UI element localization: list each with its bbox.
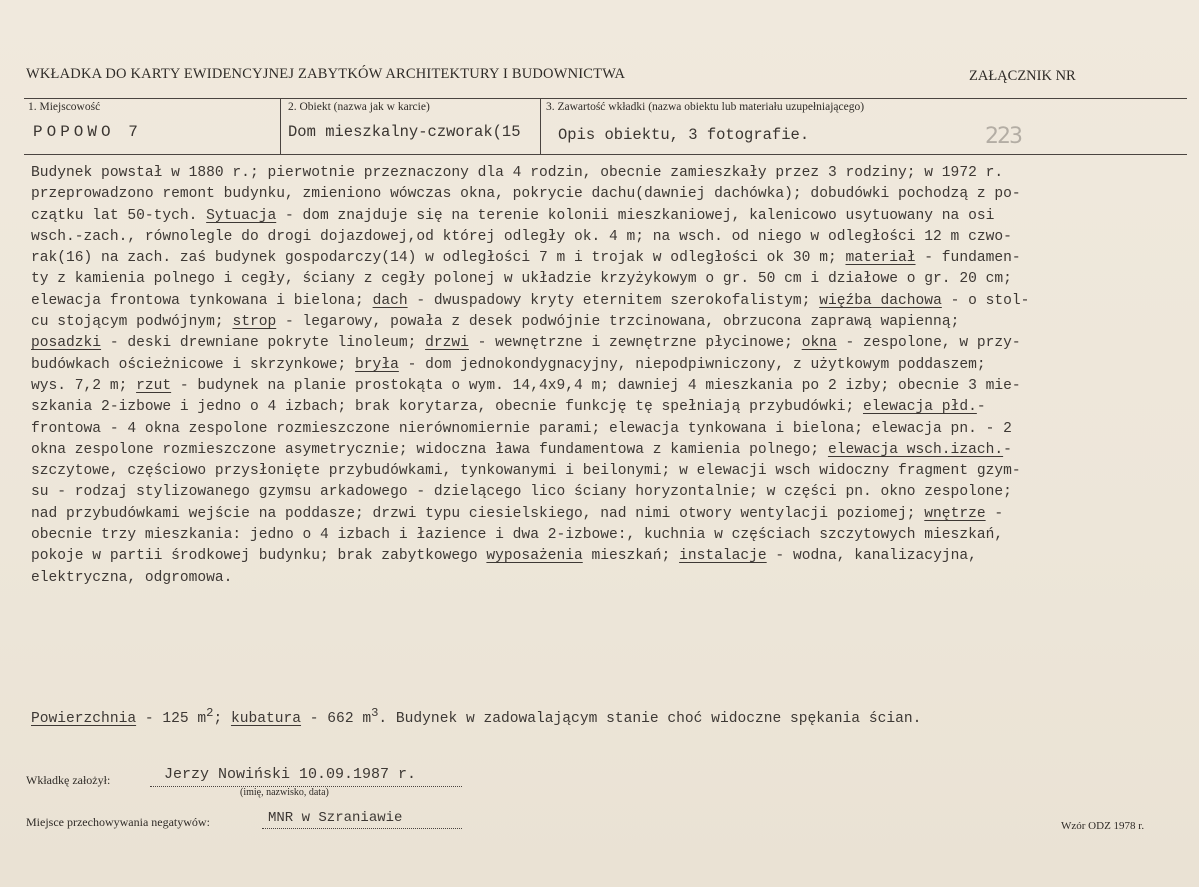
text-line: elewacja frontowa tynkowana i bielona; dach - dwuspadowy kryty eternitem szerokofalistym; więźba dachowa - o stol- [31, 292, 1030, 309]
text-line: frontowa - 4 okna zespolone rozmieszczone nierównomiernie parami; elewacja tynkowana i bielona; elewacja pn. - 2 [31, 420, 1012, 437]
field-2-label: 2. Obiekt (nazwa jak w karcie) [288, 101, 430, 113]
text-line: wsch.-zach., równolegle do drogi dojazdowej,od której odległy ok. 4 m; na wsch. od niego w odległości 12 m czwo- [31, 228, 1012, 245]
negatives-label: Miejsce przechowywania negatywów: [26, 815, 210, 829]
header-bottom-rule [24, 154, 1187, 155]
text-line: Budynek powstał w 1880 r.; pierwotnie przeznaczony dla 4 rodzin, obecnie zamieszkały przez 3 rodziny; w 1972 r. [31, 165, 1004, 181]
negatives-dotted-line [262, 828, 462, 829]
text-line: budówkach ościeżnicowe i skrzynkowe; bryła - dom jednokondygnacyjny, niepodpiwniczony, z użytkowym poddaszem; [31, 356, 986, 373]
text-line: szczytowe, częściowo przysłonięte przybudówkami, tynkowanymi i beilonymi; w elewacji wsch widoczny fragment gzym- [31, 463, 1021, 480]
text-line: pokoje w partii środkowej budynku; brak zabytkowego wyposażenia mieszkań; instalacje - wodna, kanalizacyjna, [31, 548, 977, 565]
form-template-id: Wzór ODZ 1978 r. [1061, 820, 1145, 832]
text-line: elektryczna, odgromowa. [31, 569, 233, 586]
field-2-value: Dom mieszkalny-czworak(15 [288, 123, 521, 141]
field-3-value: Opis obiektu, 3 fotografie. [558, 126, 810, 144]
annex-label: ZAŁĄCZNIK NR [969, 68, 1076, 84]
text-line: czątku lat 50-tych. Sytuacja - dom znajduje się na terenie kolonii mieszkaniowej, kalenicowo usytuowany na osi [31, 207, 995, 224]
header-top-rule [24, 98, 1187, 99]
founder-sublabel: (imię, nazwisko, data) [240, 787, 329, 798]
field-divider-2 [540, 98, 541, 154]
description-text [31, 163, 1193, 589]
text-line: posadzki - deski drewniane pokryte linoleum; drzwi - wewnętrzne i zewnętrzne płycinowe; okna - zespolone, w przy- [31, 335, 1021, 352]
founder-value: Jerzy Nowiński 10.09.1987 r. [164, 766, 417, 783]
field-3-label: 3. Zawartość wkładki (nazwa obiektu lub materiału uzupełniającego) [546, 101, 865, 113]
field-1-value: POPOWO 7 [33, 123, 142, 141]
text-line: ty z kamienia polnego i cegły, ściany z cegły polonej w układzie krzyżykowym o gr. 50 cm i działowe o gr. 20 cm; [31, 271, 1012, 288]
card-title: WKŁADKA DO KARTY EWIDENCYJNEJ ZABYTKÓW ARCHITEKTURY I BUDOWNICTWA [26, 66, 626, 82]
text-line: cu stojącym podwójnym; strop - legarowy, powała z desek podwójnie trzcinowana, obrzucona zaprawą wapienną; [31, 314, 960, 331]
area-volume-summary: Powierzchnia - 125 $m^2$; kubatura - 662 $m^3$. Budynek w zadowalającym stanie choć widoczne spękania ścian. [31, 706, 922, 727]
text-line: szkania 2-izbowe i jedno o 4 izbach; brak korytarza, obecnie funkcję tę spełniają przybudówki; elewacja płd.- [31, 399, 986, 416]
negatives-value: MNR w Szraniawie [268, 810, 403, 826]
founder-label: Wkładkę założył: [26, 773, 111, 787]
text-line: okna zespolone rozmieszczone asymetrycznie; widoczna ława fundamentowa z kamienia polnego; elewacja wsch.izach.- [31, 441, 1012, 458]
text-line: nad przybudówkami wejście na poddasze; drzwi typu ciesielskiego, nad nimi otwory wentylacji poziomej; wnętrze - [31, 505, 1004, 522]
text-line: przeprowadzono remont budynku, zmieniono wówczas okna, pokrycie dachu(dawniej dachówka); dobudówki pochodzą z po- [31, 186, 1021, 203]
inventory-number-stamp: 223 [985, 124, 1021, 149]
text-line: obecnie trzy mieszkania: jedno o 4 izbach i łazience i dwa 2-izbowe:, kuchnia w częściach szczytowych mieszkań, [31, 527, 1004, 544]
text-line: su - rodzaj stylizowanego gzymsu arkadowego - dzielącego lico ściany horyzontalnie; w części pn. okno zespolone; [31, 484, 1012, 501]
text-line: rak(16) na zach. zaś budynek gospodarczy(14) w odległości 7 m i trojak w odległości ok 30 m; materiał - fundamen- [31, 250, 1021, 267]
field-divider-1 [280, 98, 281, 154]
text-line: wys. 7,2 m; rzut - budynek na planie prostokąta o wym. 14,4x9,4 m; dawniej 4 mieszkania po 2 izby; obecnie 3 mie- [31, 377, 1021, 394]
field-1-label: 1. Miejscowość [28, 101, 101, 113]
